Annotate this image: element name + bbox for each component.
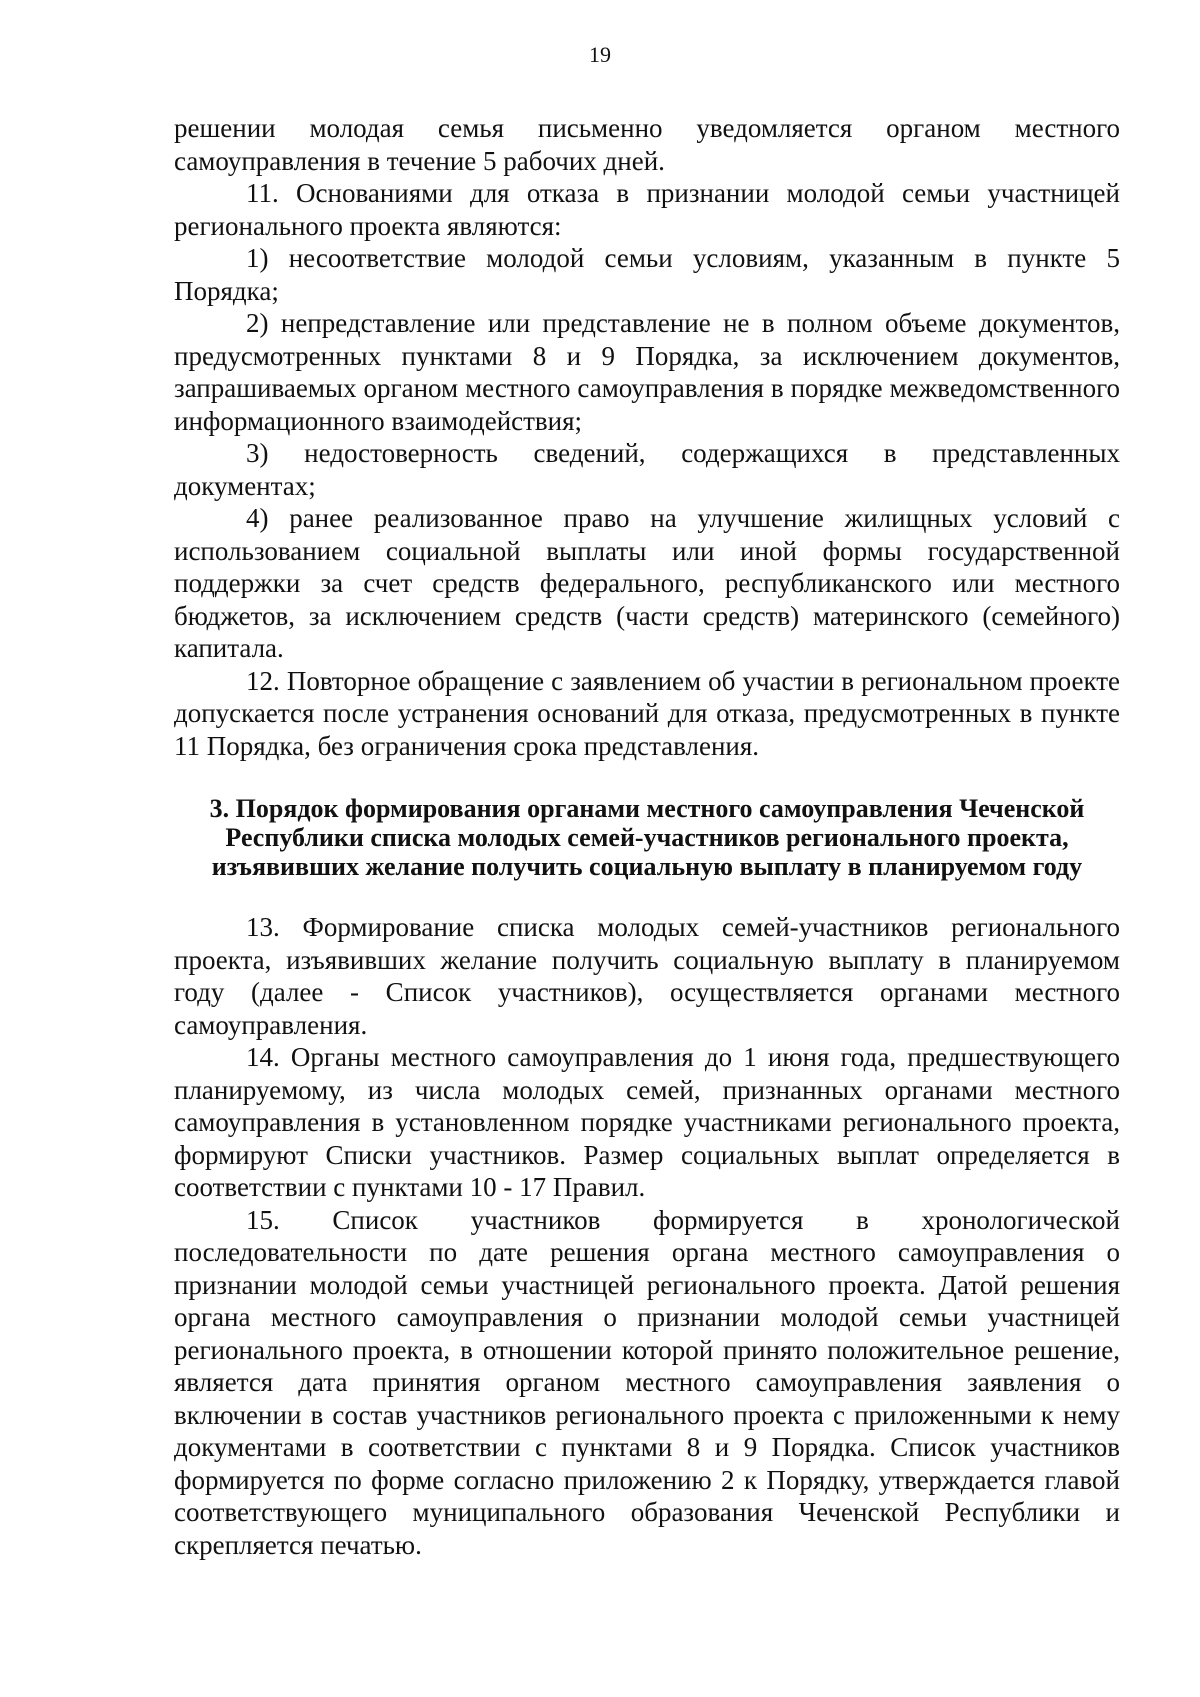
paragraph-subitem-4: 4) ранее реализованное право на улучшение жилищных условий с использованием социальной выплаты или иной формы государственной поддержки за счет средств федерального, республиканского или местного бюджетов, за исключением средств (части средств) материнского (семейного) капитала. [174,503,1120,663]
document-body [174,112,1120,1561]
paragraph-item-14: 14. Органы местного самоуправления до 1 июня года, предшествующего планируемому, из числа молодых семей, признанных органами местного самоуправления в установленном порядке участниками регионального проекта, формируют Списки участников. Размер социальных выплат определяется в соответствии с пунктами 10 - 17 Правил. [174,1042,1120,1202]
paragraph-item-15: 15. Список участников формируется в хронологической последовательности по дате решения органа местного самоуправления о признании молодой семьи участницей регионального проекта. Датой решения органа местного самоуправления о признании молодой семьи участницей регионального проекта, в отношении которой принято положительное решение, является дата принятия органом местного самоуправления заявления о включении в состав участников регионального проекта с приложенными к нему документами в соответствии с пунктами 8 и 9 Порядка. Список участников формируется по форме согласно приложению 2 к Порядку, утверждается главой соответствующего муниципального образования Чеченской Республики и скрепляется печатью. [174,1204,1120,1560]
paragraph-item-11: 11. Основаниями для отказа в признании молодой семьи участницей регионального проекта являются: [174,178,1120,241]
page-number: 19 [589,42,611,67]
paragraph-subitem-3: 3) недостоверность сведений, содержащихся в представленных документах; [174,438,1120,501]
paragraph-subitem-1: 1) несоответствие молодой семьи условиям, указанным в пункте 5 Порядка; [174,243,1120,306]
paragraph-continuation: решении молодая семья письменно уведомляется органом местного самоуправления в течение 5 рабочих дней. [174,113,1120,176]
paragraph-item-12: 12. Повторное обращение с заявлением об участии в региональном проекте допускается после устранения оснований для отказа, предусмотренных в пункте 11 Порядка, без ограничения срока представления. [174,665,1120,761]
paragraph-subitem-2: 2) непредставление или представление не в полном объеме документов, предусмотренных пунктами 8 и 9 Порядка, за исключением документов, запрашиваемых органом местного самоуправления в порядке межведомственного информационного взаимодействия; [174,308,1120,436]
section-heading: 3. Порядок формирования органами местного самоуправления Чеченской Республики списка молодых семей-участников регионального проекта, изъявивших желание получить социальную выплату в планируемом году [209,794,1085,881]
paragraph-item-13: 13. Формирование списка молодых семей-участников регионального проекта, изъявивших желание получить социальную выплату в планируемом году (далее - Список участников), осуществляется органами местного самоуправления. [174,912,1120,1040]
